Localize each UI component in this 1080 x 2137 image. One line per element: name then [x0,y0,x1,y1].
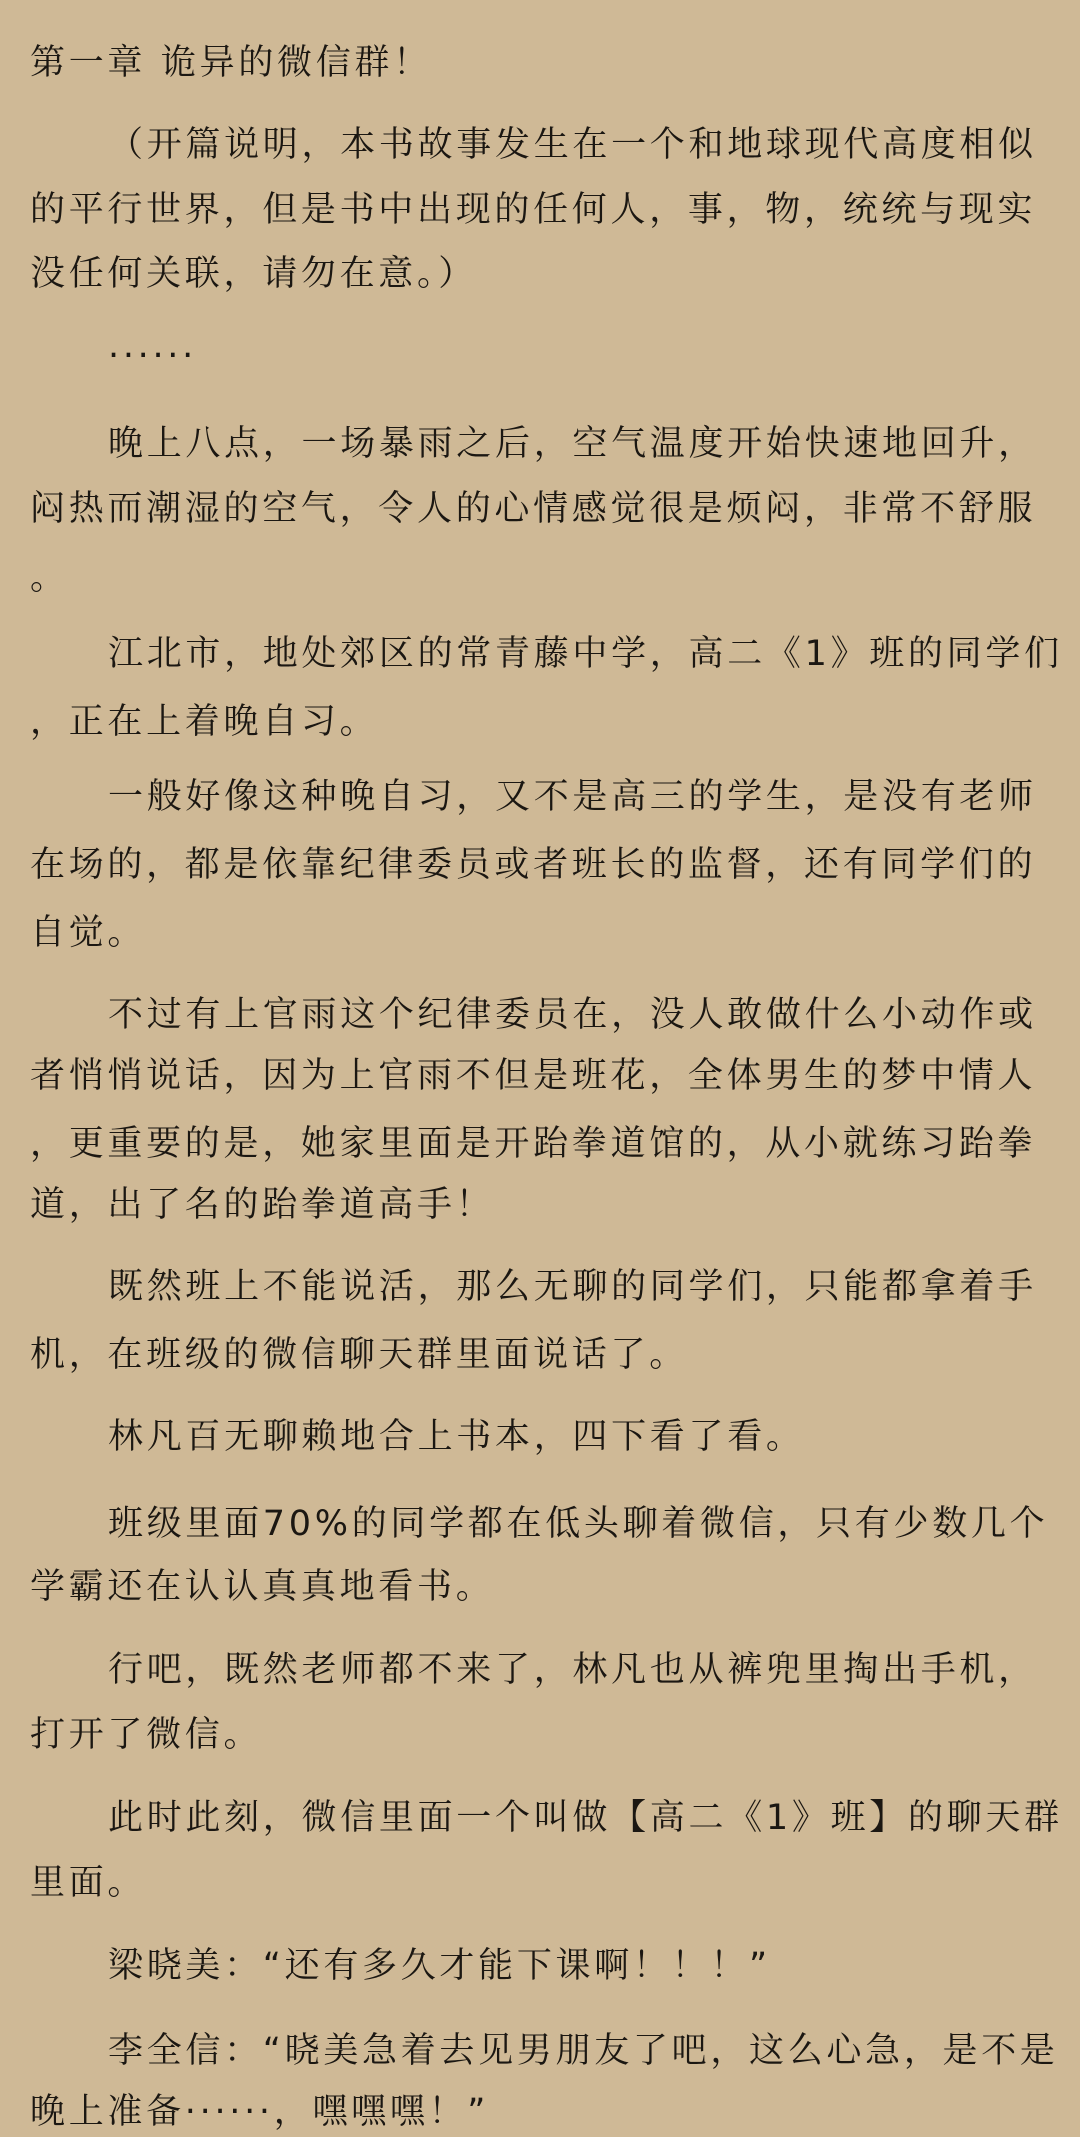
paragraph-line: 道，出了名的跆拳道高手！ [30,1185,495,1225]
paragraph-line: 晚上八点，一场暴雨之后，空气温度开始快速地回升， [108,424,1037,464]
paragraph-line: ，更重要的是，她家里面是开跆拳道馆的，从小就练习跆拳 [30,1124,1037,1164]
paragraph-line: ，正在上着晚自习。 [30,702,379,742]
paragraph-line: 的平行世界，但是书中出现的任何人，事，物，统统与现实 [30,190,1037,230]
paragraph-line: 自觉。 [30,913,147,953]
paragraph-line: 。 [30,558,69,598]
dialogue-line: 梁晓美：“还有多久才能下课啊！！！” [108,1946,771,1986]
paragraph-line: 者悄悄说话，因为上官雨不但是班花，全体男生的梦中情人 [30,1056,1037,1096]
paragraph-line: 机，在班级的微信聊天群里面说话了。 [30,1335,688,1375]
dialogue-line: 晚上准备······，嘿嘿嘿！” [30,2092,490,2132]
paragraph-line: 此时此刻，微信里面一个叫做【高二《1》班】的聊天群 [108,1798,1063,1838]
paragraph-line: 学霸还在认认真真地看书。 [30,1567,495,1607]
paragraph-line: 打开了微信。 [30,1715,263,1755]
paragraph-line: 在场的，都是依靠纪律委员或者班长的监督，还有同学们的 [30,845,1037,885]
ellipsis-line: ······ [108,336,197,376]
dialogue-line: 李全信：“晓美急着去见男朋友了吧，这么心急，是不是 [108,2031,1059,2071]
paragraph-line: 行吧，既然老师都不来了，林凡也从裤兜里掏出手机， [108,1650,1037,1690]
chapter-title: 第一章 诡异的微信群！ [30,43,432,83]
paragraph-line: 闷热而潮湿的空气，令人的心情感觉很是烦闷，非常不舒服 [30,489,1037,529]
paragraph-line: 班级里面70%的同学都在低头聊着微信，只有少数几个 [108,1504,1049,1544]
paragraph-line: 里面。 [30,1863,147,1903]
paragraph-line: 没任何关联，请勿在意。） [30,254,477,294]
paragraph-line: （开篇说明，本书故事发生在一个和地球现代高度相似 [108,125,1037,165]
paragraph-line: 不过有上官雨这个纪律委员在，没人敢做什么小动作或 [108,995,1037,1035]
paragraph-line: 一般好像这种晚自习，又不是高三的学生，是没有老师 [108,777,1037,817]
paragraph-line: 既然班上不能说活，那么无聊的同学们，只能都拿着手 [108,1267,1037,1307]
paragraph-line: 林凡百无聊赖地合上书本，四下看了看。 [108,1417,805,1457]
paragraph-line: 江北市，地处郊区的常青藤中学，高二《1》班的同学们 [108,634,1063,674]
